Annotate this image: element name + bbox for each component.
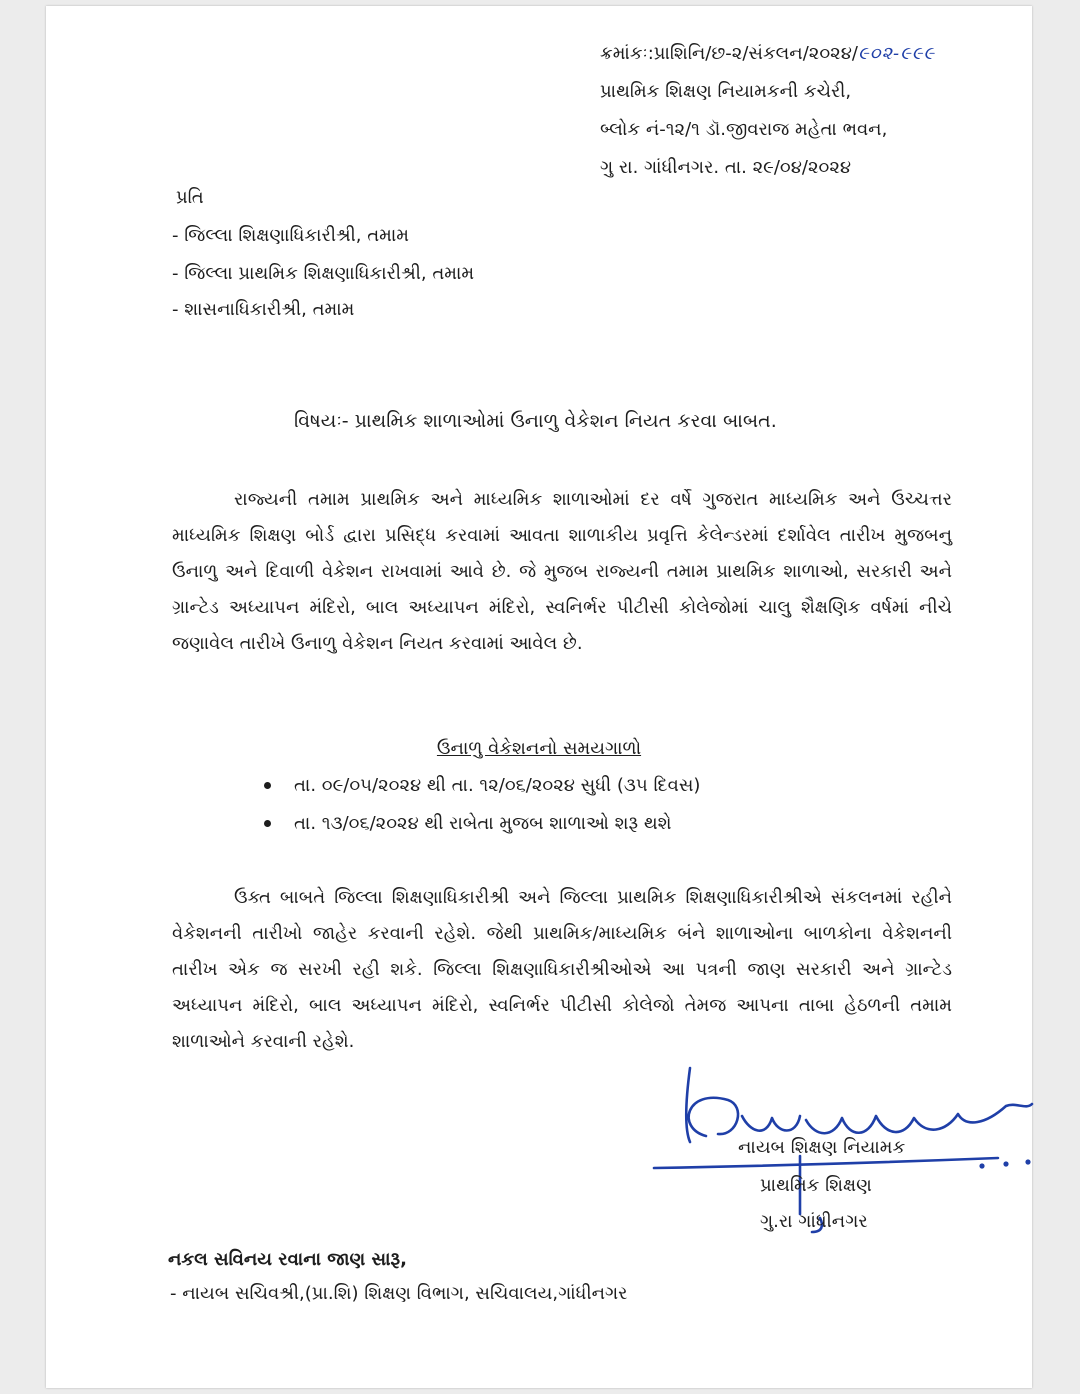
reference-number-prefix: ક્રમાંકઃ:પ્રાશિનિ/છ-૨/સંકલન/૨૦૨૪/ <box>600 43 858 64</box>
signatory-designation: નાયબ શિક્ષણ નિયામક <box>738 1137 906 1158</box>
recipient-1: - જિલ્લા શિક્ષણાધિકારીશ્રી, તમામ <box>172 225 409 246</box>
signatory-place: ગુ.રા ગાંધીનગર <box>760 1211 868 1232</box>
place-date: ગુ રા. ગાંધીનગર. તા. ૨૯/૦૪/૨૦૨૪ <box>600 157 852 178</box>
vacation-item-2: તા. ૧૩/૦૬/૨૦૨૪ થી રાબેતા મુજબ શાળાઓ શરૂ થશે <box>294 813 672 834</box>
body-paragraph-2-text: ઉક્ત બાબતે જિલ્લા શિક્ષણાધિકારીશ્રી અને જિલ્લા પ્રાથમિક શિક્ષણાધિકારીશ્રીએ સંકલનમાં રહીને વેકેશનની તારીખો જાહેર કરવાની રહેશે. જેથી પ્રાથમિક/માધ્યમિક બંને શાળાઓના બાળકોના વેકેશનની તારીખ એક જ સરખી રહી શકે. જિલ્લા શિક્ષણાધિકારીશ્રીઓએ આ પત્રની જાણ સરકારી અને ગ્રાન્ટેડ અધ્યાપન મંદિરો, બાલ અધ્યાપન મંદિરો, સ્વનિર્ભર પીટીસી કોલેજો તેમજ આપના તાબા હેઠળની તમામ શાળાઓને કરવાની રહેશે. <box>172 887 952 1052</box>
body-paragraph-1 <box>172 482 952 662</box>
vacation-title: ઉનાળુ વેકેશનનો સમયગાળો <box>436 738 642 759</box>
bullet-icon <box>264 782 271 789</box>
reference-number <box>600 42 935 66</box>
office-address: બ્લોક નં-૧૨/૧ ડૉ.જીવરાજ મહેતા ભવન, <box>600 119 888 140</box>
recipient-3: - શાસનાધિકારીશ્રી, તમામ <box>172 299 355 320</box>
recipient-2: - જિલ્લા પ્રાથમિક શિક્ષણાધિકારીશ્રી, તમામ <box>172 263 475 284</box>
subject-line: વિષયઃ- પ્રાથમિક શાળાઓમાં ઉનાળુ વેકેશન નિયત કરવા બાબત. <box>294 410 777 432</box>
letter-page <box>46 6 1032 1388</box>
copy-line: - નાયબ સચિવશ્રી,(પ્રા.શિ) શિક્ષણ વિભાગ, સચિવાલય,ગાંધીનગર <box>170 1283 628 1304</box>
bullet-icon <box>264 820 271 827</box>
reference-number-handwritten: ૯૦૨-૯૯૯ <box>857 43 936 64</box>
vacation-item-1: તા. ૦૯/૦૫/૨૦૨૪ થી તા. ૧૨/૦૬/૨૦૨૪ સુધી (૩૫ દિવસ) <box>294 775 701 796</box>
body-paragraph-1-text: રાજ્યની તમામ પ્રાથમિક અને માધ્યમિક શાળાઓમાં દર વર્ષે ગુજરાત માધ્યમિક અને ઉચ્ચત્તર માધ્યમિક શિક્ષણ બોર્ડ દ્વારા પ્રસિદ્ધ કરવામાં આવતા શાળાકીય પ્રવૃત્તિ કેલેન્ડરમાં દર્શાવેલ તારીખ મુજબનુ ઉનાળુ અને દિવાળી વેકેશન રાખવામાં આવે છે. જે મુજબ રાજ્યની તમામ પ્રાથમિક શાળાઓ, સરકારી અને ગ્રાન્ટેડ અધ્યાપન મંદિરો, બાલ અધ્યાપન મંદિરો, સ્વનિર્ભર પીટીસી કોલેજોમાં ચાલુ શૈક્ષણિક વર્ષમાં નીચે જણાવેલ તારીખે ઉનાળુ વેકેશન નિયત કરવામાં આવેલ છે. <box>172 489 952 654</box>
body-paragraph-2 <box>172 880 952 1060</box>
to-heading: પ્રતિ <box>176 187 204 208</box>
office-name: પ્રાથમિક શિક્ષણ નિયામકની કચેરી, <box>600 81 852 102</box>
signatory-department: પ્રાથમિક શિક્ષણ <box>760 1175 872 1196</box>
copy-heading: નકલ સવિનય રવાના જાણ સારૂ, <box>168 1249 407 1270</box>
